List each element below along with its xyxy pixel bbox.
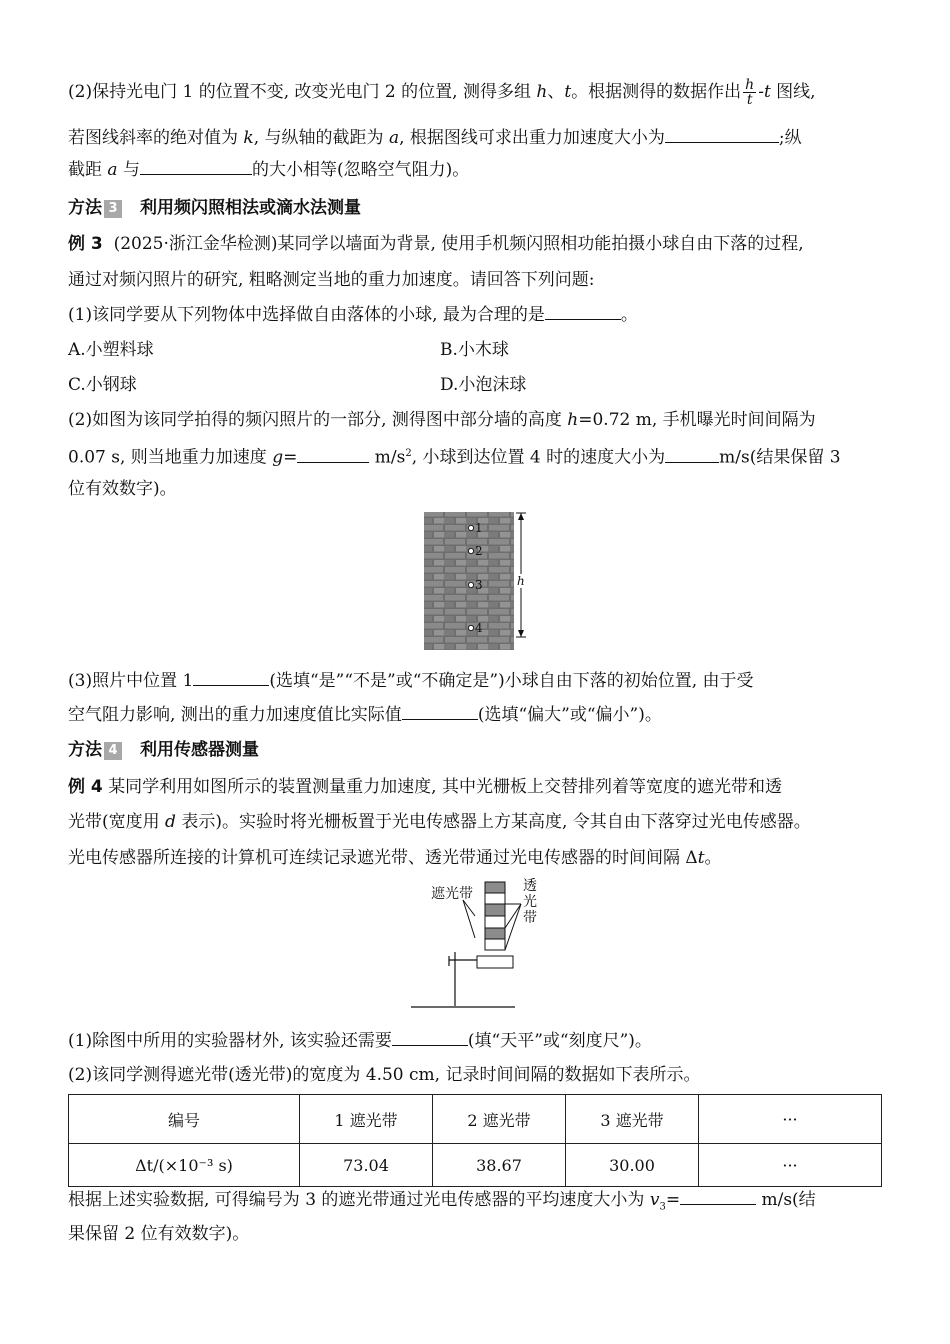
text: m/s(结果保留 3 bbox=[719, 447, 841, 468]
ex3-q2-line2 bbox=[68, 442, 886, 470]
text: - bbox=[758, 82, 764, 102]
var-t: t bbox=[763, 82, 771, 102]
var-a: a bbox=[388, 128, 400, 148]
answer-blank[interactable] bbox=[680, 1187, 756, 1205]
answer-blank[interactable] bbox=[402, 702, 478, 720]
method-prefix: 方法 bbox=[68, 198, 102, 218]
text: 光带(宽度用 bbox=[68, 812, 166, 832]
subscript: 3 bbox=[659, 1201, 666, 1213]
ex3-q2-line3: 位有效数字)。 bbox=[68, 479, 177, 499]
method-number-badge: 4 bbox=[104, 742, 122, 760]
fraction-h-over-t bbox=[743, 78, 756, 107]
option-a: A.小塑料球 bbox=[68, 340, 154, 360]
table-header-cell: 3 遮光带 bbox=[566, 1095, 699, 1144]
grating-apparatus-figure bbox=[405, 876, 545, 1012]
grating-plate bbox=[485, 882, 505, 950]
q2-prev-line3 bbox=[68, 157, 886, 182]
position-label-4: 4 bbox=[475, 621, 483, 635]
height-label: h bbox=[517, 574, 525, 588]
table-header-cell: ··· bbox=[699, 1095, 882, 1144]
text: (2025·浙江金华检测)某同学以墙面为背景, 使用手机频闪照相功能拍摄小球自由下落的过程, bbox=[113, 234, 804, 254]
var-h: h bbox=[536, 82, 548, 102]
table-row bbox=[69, 1144, 882, 1187]
answer-blank[interactable] bbox=[665, 125, 779, 143]
position-label-3: 3 bbox=[475, 578, 483, 592]
ex4-q2: (2)该同学测得遮光带(透光带)的宽度为 4.50 cm, 记录时间间隔的数据如下表所示。 bbox=[68, 1065, 701, 1085]
text: 图线, bbox=[770, 82, 816, 102]
superscript: 2 bbox=[405, 448, 412, 459]
text: m/s(结 bbox=[756, 1190, 816, 1210]
frac-den: t bbox=[746, 92, 753, 108]
example-label: 例 4 bbox=[68, 777, 103, 797]
ex4-q1 bbox=[68, 1028, 886, 1053]
text: 的大小相等(忽略空气阻力)。 bbox=[251, 160, 470, 180]
text: = bbox=[283, 447, 298, 468]
text: 根据上述实验数据, 可得编号为 3 的遮光带通过光电传感器的平均速度大小为 bbox=[68, 1190, 650, 1210]
answer-blank[interactable] bbox=[140, 157, 252, 175]
ball-3 bbox=[468, 582, 473, 587]
text: 截距 bbox=[68, 160, 108, 180]
table-cell: 38.67 bbox=[433, 1144, 566, 1187]
table-cell: 30.00 bbox=[566, 1144, 699, 1187]
var-g: g bbox=[272, 447, 284, 468]
q2-prev-line2 bbox=[68, 125, 886, 150]
method-number-badge: 3 bbox=[104, 200, 122, 218]
ex4-line3 bbox=[68, 846, 886, 870]
text: , 小球到达位置 4 时的速度大小为 bbox=[411, 447, 666, 468]
ex3-line1 bbox=[68, 232, 886, 256]
text: , 与纵轴的截距为 bbox=[253, 128, 389, 148]
method3-heading bbox=[68, 196, 361, 220]
ball-2 bbox=[468, 548, 473, 553]
text: (1)该同学要从下列物体中选择做自由落体的小球, 最为合理的是 bbox=[68, 305, 545, 325]
option-c: C.小钢球 bbox=[68, 375, 137, 395]
text: 。 bbox=[704, 848, 722, 868]
table-cell: 73.04 bbox=[300, 1144, 433, 1187]
answer-blank[interactable] bbox=[545, 302, 621, 320]
text: = bbox=[665, 1190, 681, 1210]
text: (选填“是”“不是”或“不确定是”)小球自由下落的初始位置, 由于受 bbox=[269, 671, 754, 691]
var-v: v bbox=[649, 1190, 660, 1210]
text: 空气阻力影响, 测出的重力加速度值比实际值 bbox=[68, 705, 402, 725]
text: 与 bbox=[117, 160, 140, 180]
frac-num: h bbox=[745, 77, 755, 93]
text: ;纵 bbox=[778, 128, 802, 148]
text: (选填“偏大”或“偏小”)。 bbox=[477, 705, 662, 725]
text: m/s bbox=[369, 447, 406, 468]
ball-4 bbox=[468, 625, 473, 630]
brick-wall-figure bbox=[422, 510, 532, 652]
ex4-tail-line2: 果保留 2 位有效数字)。 bbox=[68, 1224, 250, 1244]
text: 若图线斜率的绝对值为 bbox=[68, 128, 244, 148]
option-b: B.小木球 bbox=[440, 340, 509, 360]
ball-1 bbox=[468, 525, 473, 530]
text: (2)如图为该同学拍得的频闪照片的一部分, 测得图中部分墙的高度 bbox=[68, 410, 568, 430]
text: , 根据图线可求出重力加速度大小为 bbox=[399, 128, 665, 148]
text: (1)除图中所用的实验器材外, 该实验还需要 bbox=[68, 1031, 392, 1051]
table-header-cell: 2 遮光带 bbox=[433, 1095, 566, 1144]
var-h: h bbox=[567, 410, 579, 430]
option-d: D.小泡沫球 bbox=[440, 375, 527, 395]
light-band-label-2: 光 bbox=[523, 894, 537, 910]
ex4-tail-line1 bbox=[68, 1187, 886, 1219]
text: 某同学利用如图所示的装置测量重力加速度, 其中光栅板上交替排列着等宽度的遮光带和透 bbox=[102, 777, 782, 797]
light-band-label-1: 透 bbox=[523, 878, 537, 894]
answer-blank[interactable] bbox=[297, 445, 369, 463]
var-k: k bbox=[243, 128, 254, 148]
text: =0.72 m, 手机曝光时间间隔为 bbox=[578, 410, 816, 430]
table-header-cell: 编号 bbox=[69, 1095, 300, 1144]
position-label-1: 1 bbox=[475, 521, 483, 535]
text: (2)保持光电门 1 的位置不变, 改变光电门 2 的位置, 测得多组 bbox=[68, 82, 537, 102]
ex4-line1 bbox=[68, 775, 886, 799]
method-prefix: 方法 bbox=[68, 740, 102, 760]
text: 表示)。实验时将光栅板置于光电传感器上方某高度, 令其自由下落穿过光电传感器。 bbox=[175, 812, 811, 832]
text: 0.07 s, 则当地重力加速度 bbox=[68, 447, 273, 468]
method-title: 利用频闪照相法或滴水法测量 bbox=[140, 198, 361, 218]
ex3-q2-line1 bbox=[68, 408, 886, 432]
text: 、 bbox=[547, 82, 565, 102]
answer-blank[interactable] bbox=[193, 668, 269, 686]
var-a: a bbox=[107, 160, 118, 180]
answer-blank[interactable] bbox=[392, 1028, 468, 1046]
table-cell: ··· bbox=[699, 1144, 882, 1187]
answer-blank[interactable] bbox=[665, 445, 719, 463]
time-interval-table bbox=[68, 1094, 882, 1187]
position-label-2: 2 bbox=[475, 544, 483, 558]
text: 。 bbox=[620, 305, 638, 325]
ex3-line2: 通过对频闪照片的研究, 粗略测定当地的重力加速度。请回答下列问题: bbox=[68, 270, 595, 290]
text: (填“天平”或“刻度尺”)。 bbox=[467, 1031, 652, 1051]
example-label: 例 3 bbox=[68, 234, 103, 254]
method4-heading bbox=[68, 738, 259, 762]
table-header-cell: 1 遮光带 bbox=[300, 1095, 433, 1144]
shade-band-label: 遮光带 bbox=[431, 886, 473, 902]
method-title: 利用传感器测量 bbox=[140, 740, 259, 760]
var-t: t bbox=[564, 82, 572, 102]
q2-prev-line1 bbox=[68, 78, 886, 107]
text: 。根据测得的数据作出 bbox=[571, 82, 742, 102]
var-t: t bbox=[697, 848, 705, 868]
text: (3)照片中位置 1 bbox=[68, 671, 194, 691]
ex3-q1 bbox=[68, 302, 886, 327]
ex4-line2 bbox=[68, 810, 886, 834]
table-header-row bbox=[69, 1095, 882, 1144]
text: 光电传感器所连接的计算机可连续记录遮光带、透光带通过光电传感器的时间间隔 Δ bbox=[68, 848, 698, 868]
ex3-q3-line2 bbox=[68, 702, 886, 727]
table-row-label: Δt/(×10⁻³ s) bbox=[69, 1144, 300, 1187]
ex3-q3-line1 bbox=[68, 668, 886, 693]
var-d: d bbox=[165, 812, 176, 832]
light-band-label-3: 带 bbox=[523, 910, 537, 926]
photoelectric-sensor bbox=[477, 956, 513, 968]
